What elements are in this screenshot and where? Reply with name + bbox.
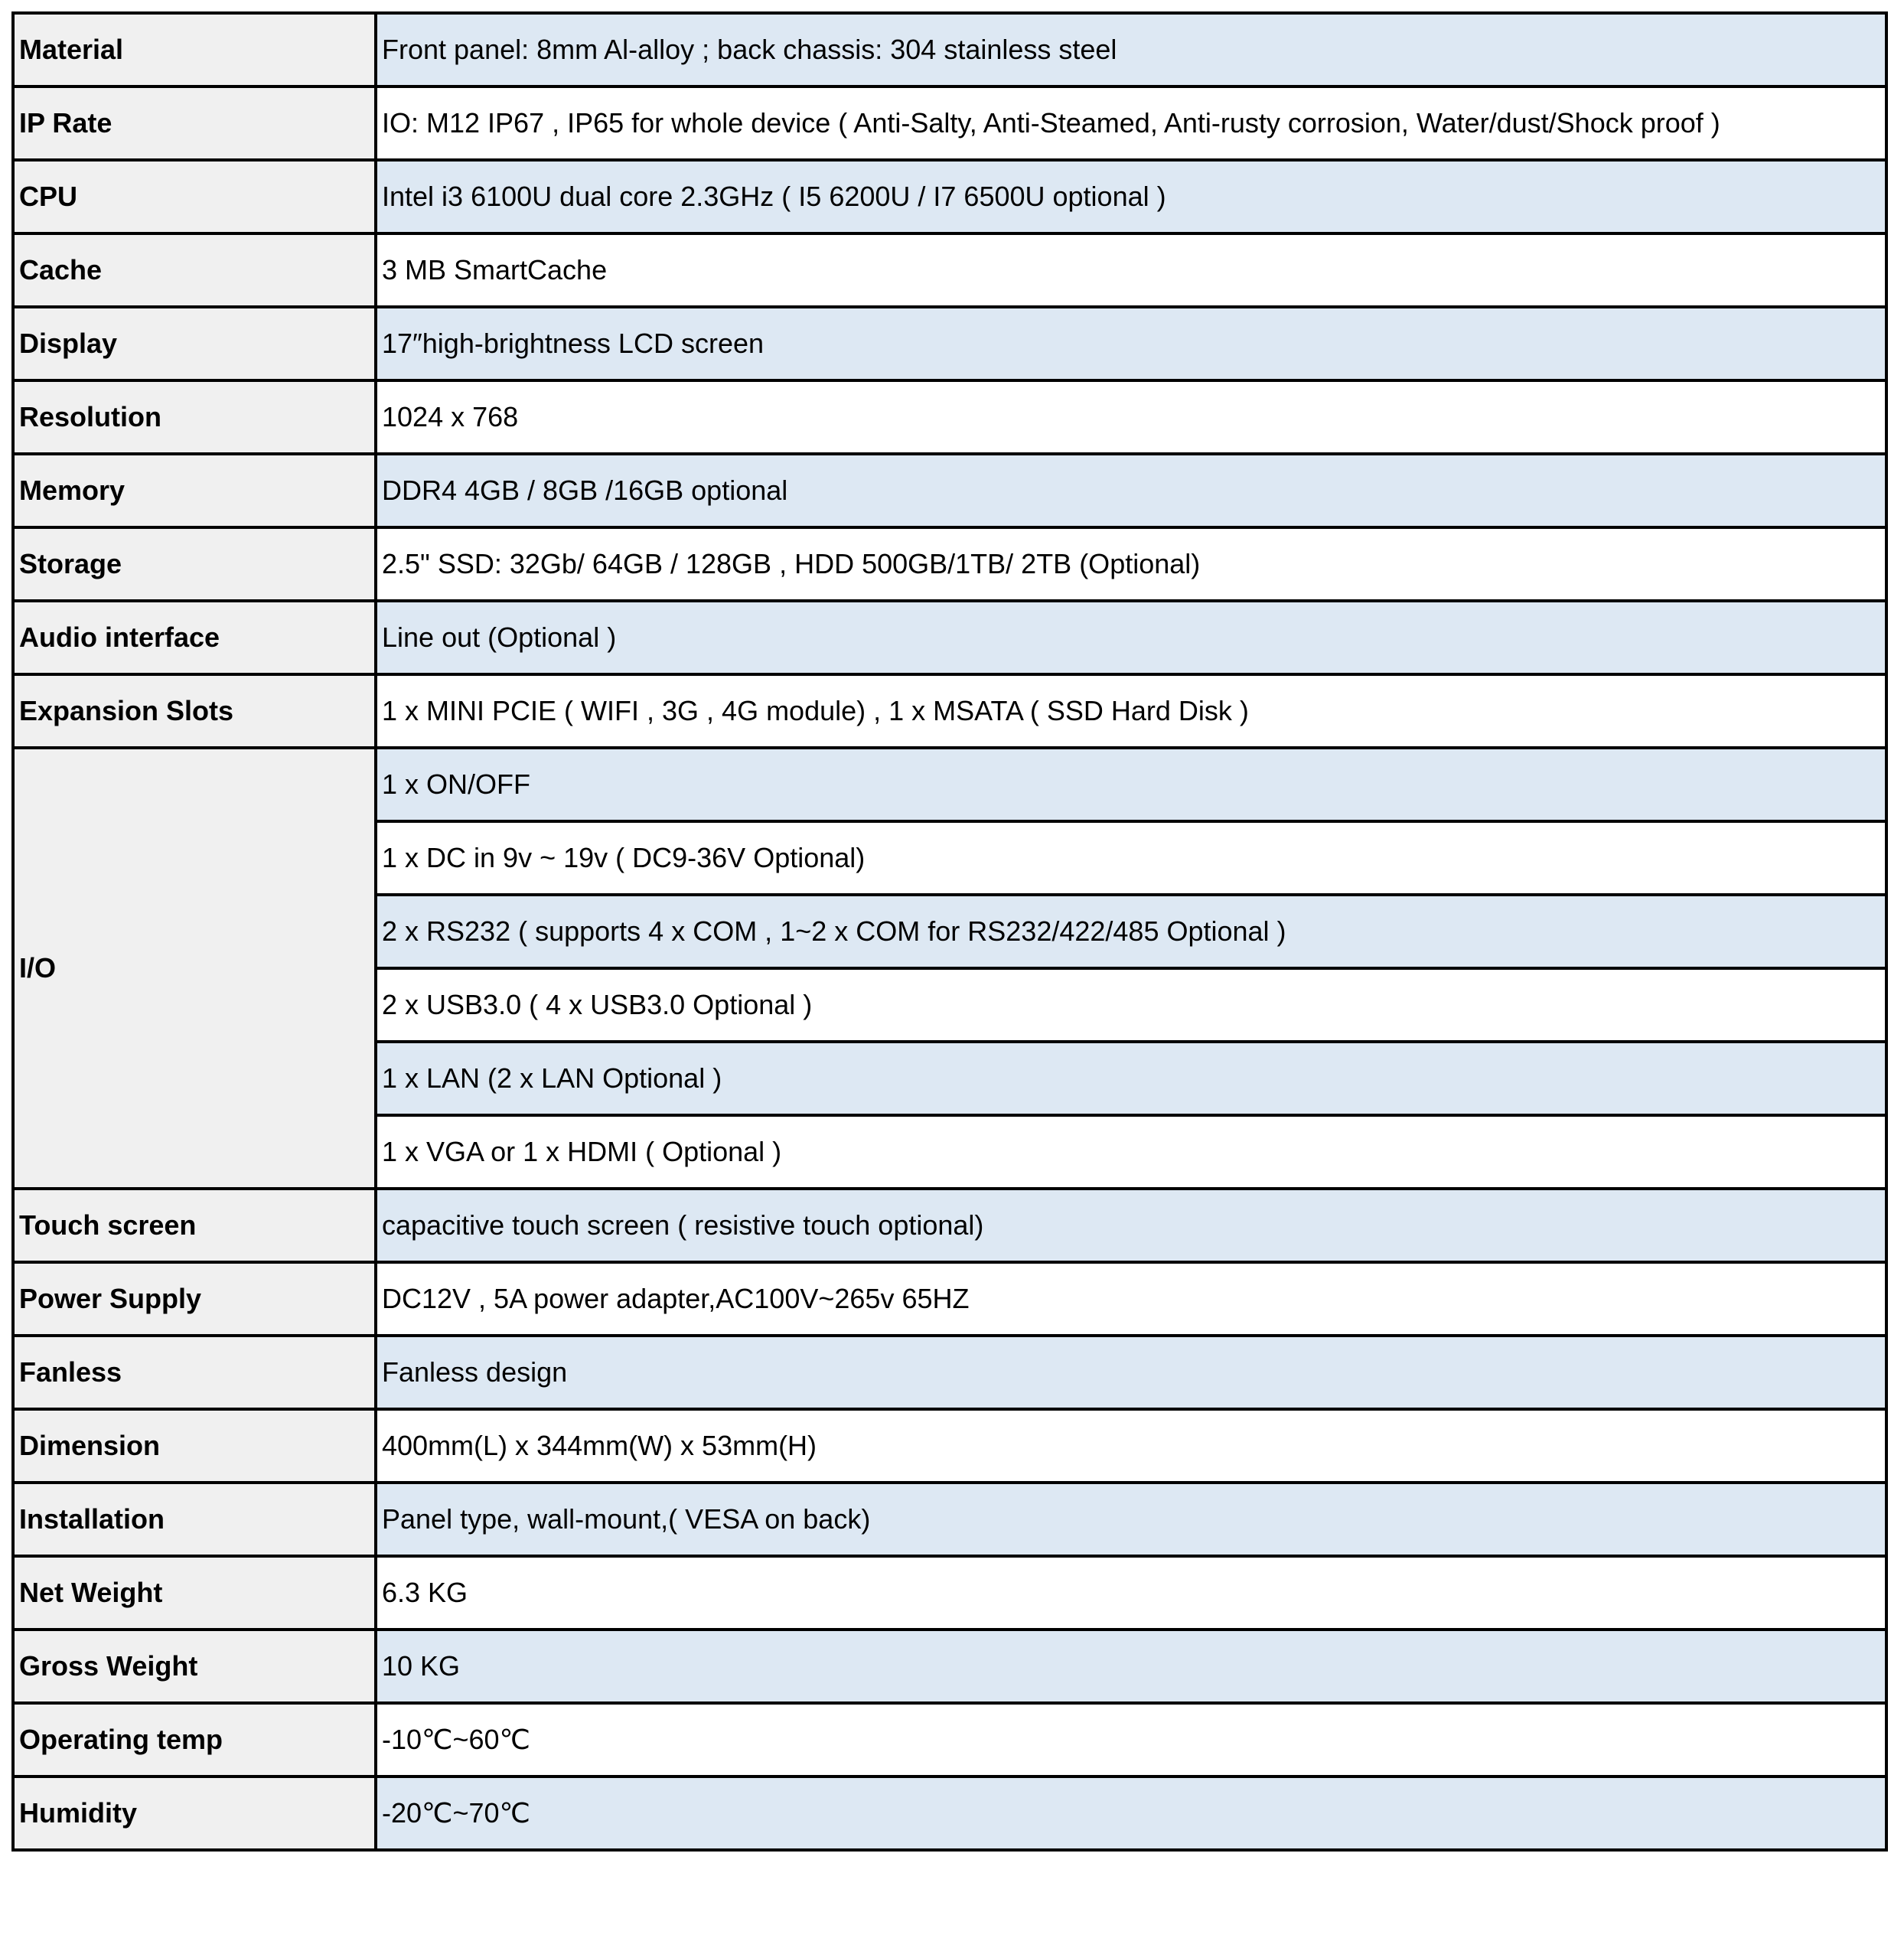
spec-value: 2 x USB3.0 ( 4 x USB3.0 Optional ) bbox=[376, 968, 1886, 1042]
spec-row bbox=[13, 1630, 1886, 1703]
spec-label: Expansion Slots bbox=[13, 674, 376, 748]
spec-row bbox=[13, 233, 1886, 307]
spec-value: -10℃~60℃ bbox=[376, 1703, 1886, 1776]
spec-row bbox=[13, 307, 1886, 380]
spec-label: Cache bbox=[13, 233, 376, 307]
spec-value: 1 x MINI PCIE ( WIFI , 3G , 4G module) , 1 x MSATA ( SSD Hard Disk ) bbox=[376, 674, 1886, 748]
spec-label: Operating temp bbox=[13, 1703, 376, 1776]
spec-value: Fanless design bbox=[376, 1336, 1886, 1409]
spec-row bbox=[13, 527, 1886, 601]
spec-label: Humidity bbox=[13, 1776, 376, 1850]
spec-value: 1 x DC in 9v ~ 19v ( DC9-36V Optional) bbox=[376, 821, 1886, 895]
spec-value: IO: M12 IP67 , IP65 for whole device ( Anti-Salty, Anti-Steamed, Anti-rusty corrosion, Water/dust/Shock proof ) bbox=[376, 86, 1886, 160]
spec-value: 1 x LAN (2 x LAN Optional ) bbox=[376, 1042, 1886, 1115]
spec-value: Line out (Optional ) bbox=[376, 601, 1886, 674]
spec-row bbox=[13, 748, 1886, 821]
spec-label: Memory bbox=[13, 454, 376, 527]
spec-value: 2.5" SSD: 32Gb/ 64GB / 128GB , HDD 500GB/1TB/ 2TB (Optional) bbox=[376, 527, 1886, 601]
spec-row bbox=[13, 601, 1886, 674]
spec-value: Front panel: 8mm Al-alloy ; back chassis: 304 stainless steel bbox=[376, 13, 1886, 86]
spec-value: 1024 x 768 bbox=[376, 380, 1886, 454]
spec-row bbox=[13, 86, 1886, 160]
spec-row bbox=[13, 1556, 1886, 1630]
spec-label: Power Supply bbox=[13, 1262, 376, 1336]
spec-row bbox=[13, 1776, 1886, 1850]
spec-label: I/O bbox=[13, 748, 376, 1189]
spec-value: DC12V , 5A power adapter,AC100V~265v 65HZ bbox=[376, 1262, 1886, 1336]
spec-value: DDR4 4GB / 8GB /16GB optional bbox=[376, 454, 1886, 527]
spec-row bbox=[13, 1336, 1886, 1409]
spec-value: Intel i3 6100U dual core 2.3GHz ( I5 6200U / I7 6500U optional ) bbox=[376, 160, 1886, 233]
spec-value: 1 x ON/OFF bbox=[376, 748, 1886, 821]
spec-row bbox=[13, 674, 1886, 748]
spec-value: 10 KG bbox=[376, 1630, 1886, 1703]
spec-value: 400mm(L) x 344mm(W) x 53mm(H) bbox=[376, 1409, 1886, 1483]
spec-label: Dimension bbox=[13, 1409, 376, 1483]
spec-label: IP Rate bbox=[13, 86, 376, 160]
spec-label: Storage bbox=[13, 527, 376, 601]
spec-value: Panel type, wall-mount,( VESA on back) bbox=[376, 1483, 1886, 1556]
spec-row bbox=[13, 454, 1886, 527]
spec-value: capacitive touch screen ( resistive touch optional) bbox=[376, 1189, 1886, 1262]
spec-row bbox=[13, 13, 1886, 86]
spec-label: Fanless bbox=[13, 1336, 376, 1409]
spec-row bbox=[13, 1409, 1886, 1483]
spec-row bbox=[13, 160, 1886, 233]
spec-value: 1 x VGA or 1 x HDMI ( Optional ) bbox=[376, 1115, 1886, 1189]
spec-table bbox=[11, 11, 1888, 1852]
spec-value: 17″high-brightness LCD screen bbox=[376, 307, 1886, 380]
spec-label: Material bbox=[13, 13, 376, 86]
spec-label: CPU bbox=[13, 160, 376, 233]
spec-label: Installation bbox=[13, 1483, 376, 1556]
spec-row bbox=[13, 1262, 1886, 1336]
spec-value: 6.3 KG bbox=[376, 1556, 1886, 1630]
spec-label: Touch screen bbox=[13, 1189, 376, 1262]
spec-label: Gross Weight bbox=[13, 1630, 376, 1703]
spec-label: Resolution bbox=[13, 380, 376, 454]
spec-table-body bbox=[13, 13, 1886, 1850]
spec-row bbox=[13, 380, 1886, 454]
spec-label: Audio interface bbox=[13, 601, 376, 674]
spec-label: Display bbox=[13, 307, 376, 380]
spec-label: Net Weight bbox=[13, 1556, 376, 1630]
spec-row bbox=[13, 1189, 1886, 1262]
spec-row bbox=[13, 1483, 1886, 1556]
spec-value: 2 x RS232 ( supports 4 x COM , 1~2 x COM for RS232/422/485 Optional ) bbox=[376, 895, 1886, 968]
spec-value: 3 MB SmartCache bbox=[376, 233, 1886, 307]
spec-value: -20℃~70℃ bbox=[376, 1776, 1886, 1850]
spec-row bbox=[13, 1703, 1886, 1776]
